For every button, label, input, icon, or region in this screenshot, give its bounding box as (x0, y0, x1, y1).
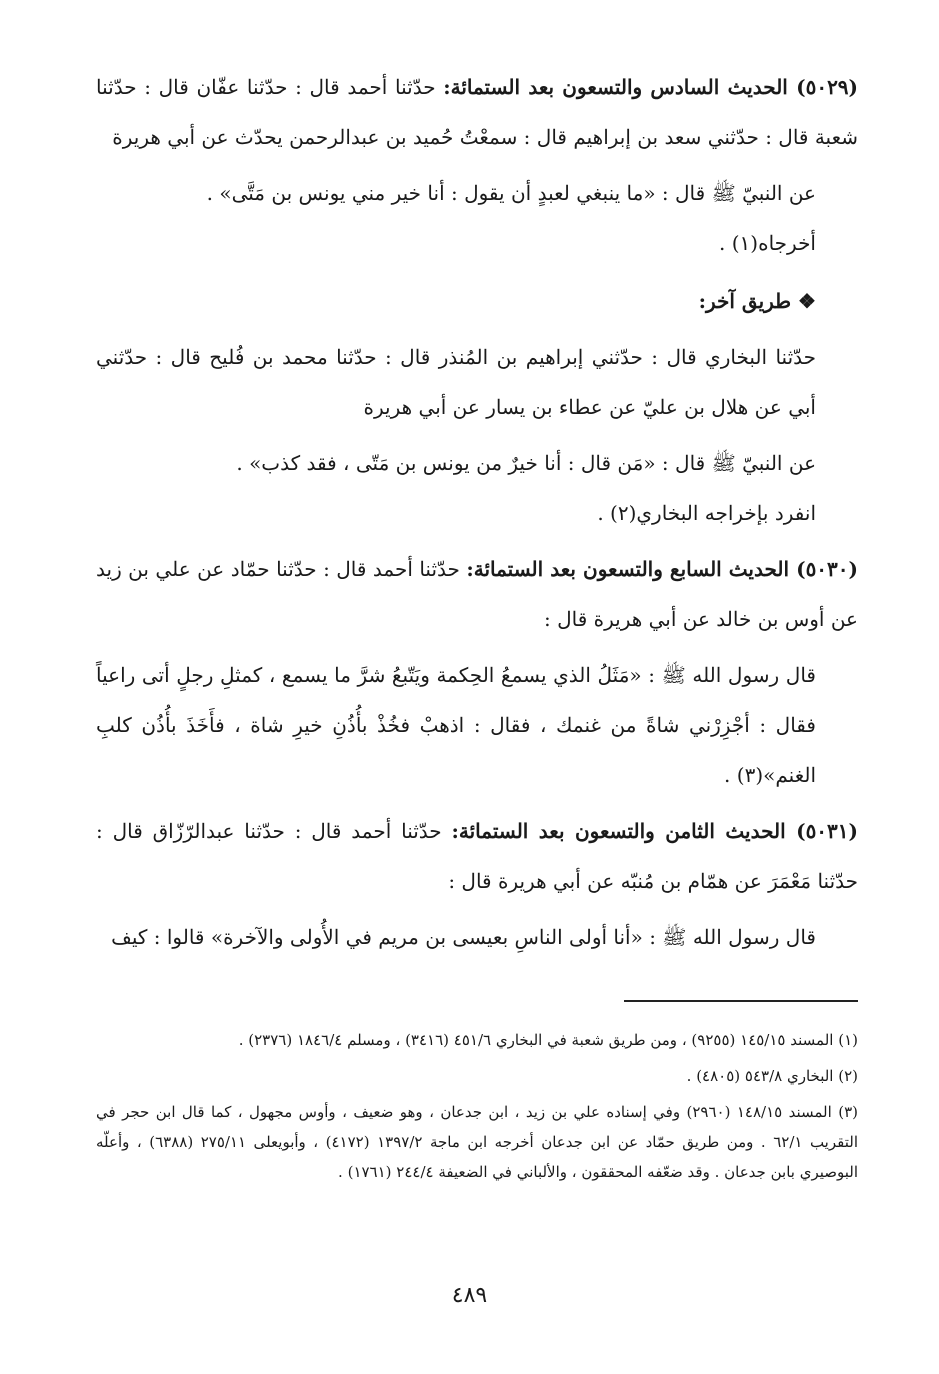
hadith-matn: قال رسول الله ﷺ : «مَثَلُ الذي يسمعُ الحِكمة ويَتّبعُ شرَّ ما يسمع ، كمثلِ رجلٍ أتى راعياً فقال : أجْزِرْني شاةً من غنمك ، فقال : اذهبْ فخُذْ بأُذُنِ خيرِ شاة ، فأَخَذَ بأُذُن كلبِ الغنم»(٣) . (96, 663, 816, 787)
hadith-5030-paragraph (96, 544, 858, 644)
footnote-1: (١) المسند ١٤٥/١٥ (٩٢٥٥) ، ومن طريق شعبة في البخاري ٤٥١/٦ (٣٤١٦) ، ومسلم ١٨٤٦/٤ (٢٣٧٦) . (238, 1031, 858, 1049)
hadith-5029-paragraph (96, 62, 858, 162)
hadith-matn: قال رسول الله ﷺ : «أنا أولى الناسِ بعيسى بن مريم في الأُولى والآخرة» قالوا : كيف (111, 925, 816, 949)
footnote-2: (٢) البخاري ٥٤٣/٨ (٤٨٠٥) . (686, 1067, 858, 1085)
hadith-5031-paragraph (96, 806, 858, 906)
section-heading: ❖ طريق آخر: (698, 289, 816, 313)
hadith-heading: (٥٠٢٩) الحديث السادس والتسعون بعد الستمائة: (443, 75, 859, 99)
footnotes (96, 1025, 858, 1187)
other-route-isnad: حدّثنا البخاري قال : حدّثني إبراهيم بن المُنذر قال : حدّثنا محمد بن فُليح قال : حدّثني أبي عن هلال بن عليّ عن عطاء بن يسار عن أبي هريرة (96, 345, 816, 419)
page-body (96, 62, 858, 962)
hadith-isnad: حدّثنا أحمد قال : حدّثنا حمّاد عن علي بن زيد عن أوس بن خالد عن أبي هريرة قال : (96, 557, 858, 631)
hadith-takhrij: أخرجاه(١) . (719, 231, 816, 255)
footnote-3: (٣) المسند ١٤٨/١٥ (٢٩٦٠) وفي إسناده علي بن زيد ، ابن جدعان ، وهو ضعيف ، وأوس مجهول ، كما قال ابن حجر في التقريب ٦٢/١ . ومن طريق حمّاد عن ابن جدعان أخرجه ابن ماجة ١٣٩٧/٢ (٤١٧٢) ، وأبويعلى ٢٧٥/١١ (٦٣٨٨) ، وأعلّه البوصيري بابن جدعان . وقد ضعّفه المحققون ، والألباني في الضعيفة ٢٤٤/٤ (١٧٦١) . (96, 1103, 858, 1181)
hadith-heading: (٥٠٣١) الحديث الثامن والتسعون بعد الستمائة: (451, 819, 858, 843)
hadith-isnad: حدّثنا أحمد قال : حدّثنا عفّان قال : حدّثنا شعبة قال : حدّثني سعد بن إبراهيم قال : سمعْتُ حُميد بن عبدالرحمن يحدّث عن أبي هريرة (96, 75, 858, 149)
footnote-divider (624, 1000, 858, 1002)
hadith-matn: عن النبيّ ﷺ قال : «ما ينبغي لعبدٍ أن يقول : أنا خير مني يونس بن مَتَّى» . (206, 181, 816, 205)
hadith-isnad: حدّثنا أحمد قال : حدّثنا عبدالرّزّاق قال : حدّثنا مَعْمَرَ عن همّام بن مُنبّه عن أبي هريرة قال : (96, 819, 858, 893)
other-route-matn: عن النبيّ ﷺ قال : «مَن قال : أنا خيرٌ من يونس بن مَتّى ، فقد كذب» . (236, 451, 816, 475)
other-route-takhrij: انفرد بإخراجه البخاري(٢) . (597, 501, 816, 525)
page-number: ٤٨٩ (451, 1283, 488, 1308)
hadith-heading: (٥٠٣٠) الحديث السابع والتسعون بعد الستمائة: (466, 557, 858, 581)
